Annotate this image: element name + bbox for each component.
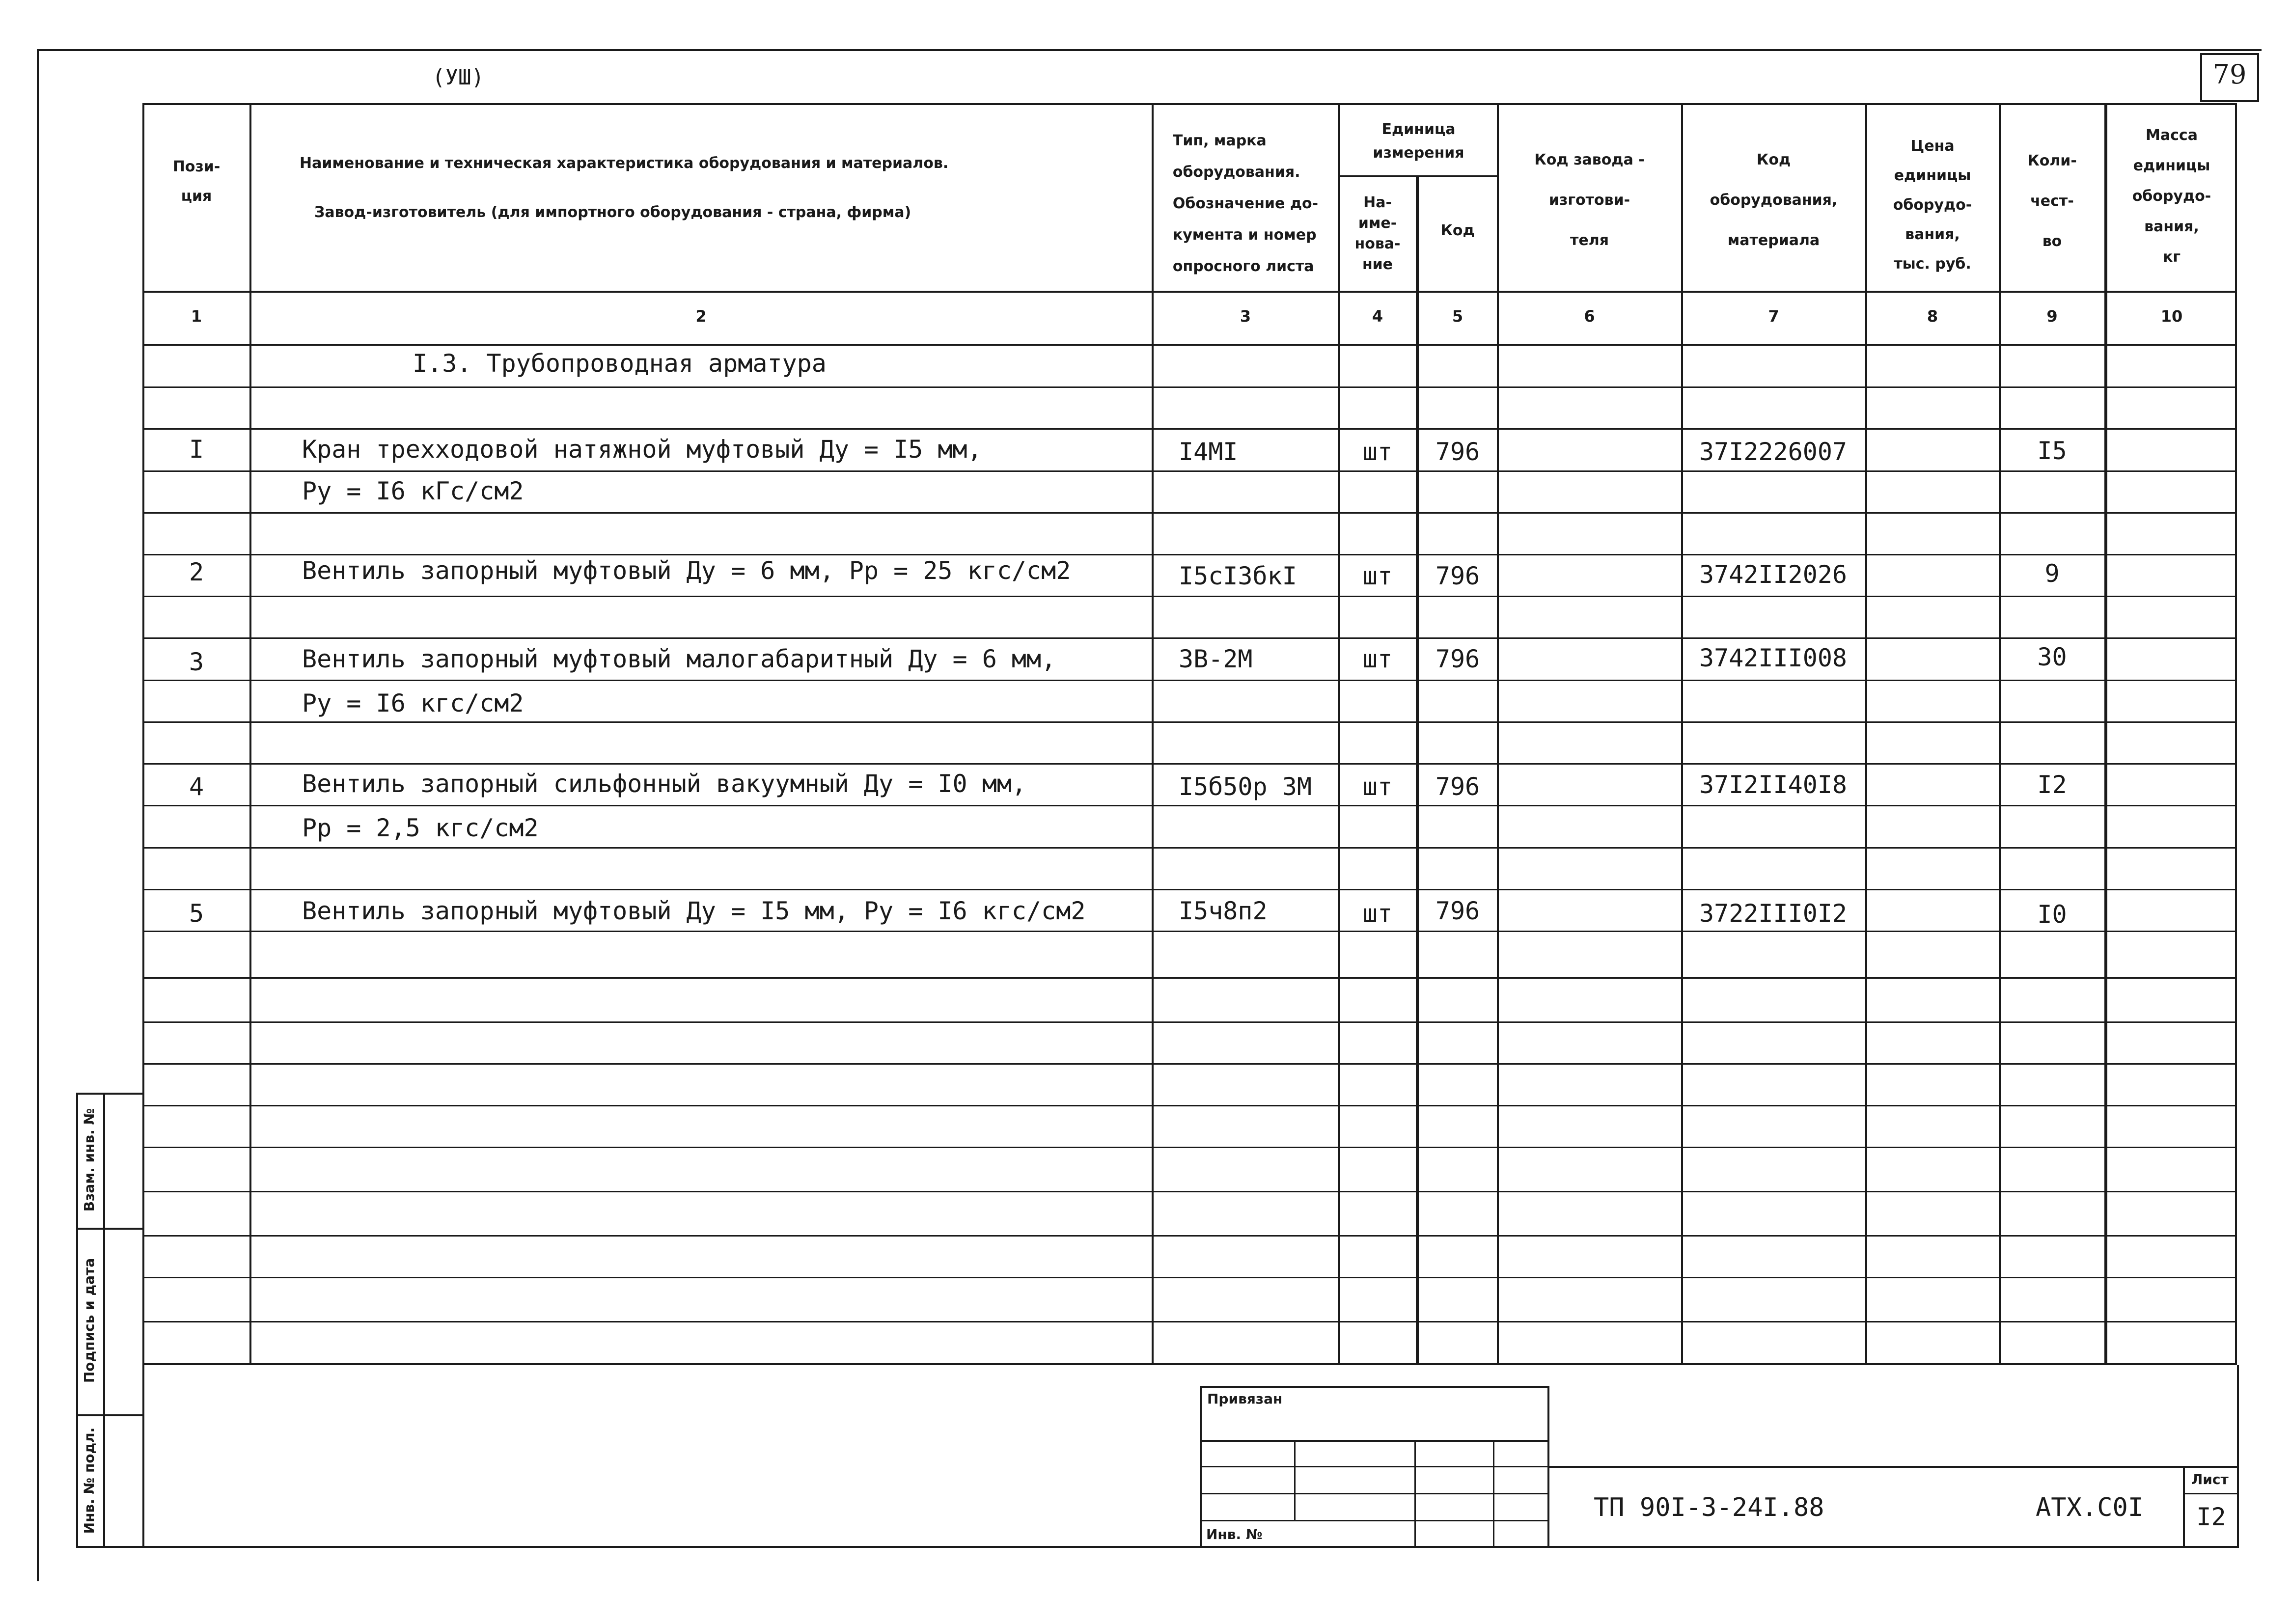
item-name: Вентиль запорный сильфонный вакуумный Ду = I0 мм, — [302, 770, 1027, 798]
side-label-signature: Подпись и дата — [81, 1258, 97, 1383]
col-number: 2 — [695, 307, 707, 326]
inv-label: Инв. № — [1206, 1526, 1263, 1542]
col-line-8 — [1999, 103, 2001, 1365]
row-line — [142, 977, 2237, 979]
col-line-4 — [1416, 175, 1419, 1365]
colnum-divider — [142, 344, 2237, 346]
item-type: I5б50р 3М — [1179, 772, 1312, 801]
sheet-number: I2 — [2196, 1503, 2226, 1531]
bound-row — [1200, 1493, 1549, 1494]
row-line — [142, 763, 2237, 765]
row-line — [142, 847, 2237, 849]
row-line — [142, 470, 2237, 472]
side-label-inventory: Инв. № подл. — [81, 1427, 97, 1534]
lower-frame-bottom — [76, 1546, 2239, 1548]
row-line — [142, 721, 2237, 723]
item-name: Вентиль запорный муфтовый малогабаритный Ду = 6 мм, — [302, 645, 1056, 673]
item-name: Кран трехходовой натяжной муфтовый Ду = I5 мм, — [302, 435, 982, 464]
item-unit: шт — [1362, 899, 1393, 928]
col-number: 6 — [1584, 307, 1595, 326]
bound-row — [1200, 1440, 1549, 1442]
item-name-cont: Ру = I6 кгс/см2 — [302, 689, 524, 717]
bound-col — [1493, 1440, 1494, 1548]
doc-block-top — [1549, 1466, 2237, 1468]
header-name-line2: Завод-изготовитель (для импортного оборудования - страна, фирма) — [314, 204, 911, 221]
col-line-2 — [1152, 103, 1154, 1365]
item-position: 2 — [189, 558, 204, 586]
section-title: I.3. Трубопроводная арматура — [413, 349, 827, 378]
roman-code: (УШ) — [432, 65, 484, 90]
item-qty: I0 — [2037, 900, 2067, 929]
doc-code: ТП 90I-3-24I.88 — [1594, 1493, 1824, 1522]
item-type: I5ч8п2 — [1179, 897, 1268, 925]
lower-frame-right — [2237, 1365, 2239, 1547]
item-unit-code: 796 — [1435, 772, 1480, 801]
bound-col — [1294, 1440, 1296, 1520]
item-code: 3722III0I2 — [1699, 899, 1848, 928]
item-name-cont: Рр = 2,5 кгс/см2 — [302, 814, 539, 842]
header-divider — [142, 291, 2237, 293]
header-unit-group: Единица измерения — [1373, 120, 1464, 162]
item-position: 5 — [189, 899, 204, 928]
row-line — [142, 637, 2237, 639]
row-line — [142, 512, 2237, 514]
header-name-line1: Наименование и техническая характеристика оборудования и материалов. — [300, 155, 949, 172]
row-line — [142, 1105, 2237, 1106]
header-position: Пози- ция — [172, 158, 221, 205]
item-name-cont: Ру = I6 кГс/см2 — [302, 477, 524, 505]
item-qty: I5 — [2037, 437, 2067, 465]
bound-row — [1200, 1466, 1549, 1467]
row-line — [142, 1147, 2237, 1148]
bound-label: Привязан — [1207, 1391, 1283, 1407]
header-quantity: Коли- чест- во — [2027, 152, 2077, 250]
col-line-3 — [1338, 103, 1340, 1365]
header-equipment-code: Код оборудования, материала — [1710, 151, 1838, 249]
item-position: I — [189, 435, 204, 464]
sheet-box-divider — [2183, 1493, 2237, 1494]
col-number: 8 — [1927, 307, 1938, 326]
header-unit-name: На- име- нова- ние — [1354, 193, 1401, 273]
header-factory-code: Код завода - изготови- теля — [1534, 151, 1645, 249]
row-line — [142, 680, 2237, 681]
item-unit-code: 796 — [1435, 645, 1480, 673]
row-line — [142, 1321, 2237, 1322]
col-number: 1 — [191, 307, 202, 326]
item-type: I5сI3бкI — [1179, 562, 1297, 590]
header-mass: Масса единицы оборудо- вания, кг — [2132, 127, 2211, 266]
item-name: Вентиль запорный муфтовый Ду = 6 мм, Рр = 25 кгс/см2 — [302, 556, 1071, 585]
col-number: 4 — [1372, 307, 1383, 326]
item-position: 3 — [189, 648, 204, 676]
header-type: Тип, марка оборудования. Обозначение до- кумента и номер опросного листа — [1172, 132, 1319, 275]
side-stamp-row — [76, 1228, 144, 1230]
page-number: 79 — [2212, 59, 2247, 90]
frame-top — [37, 49, 2262, 51]
item-unit: шт — [1362, 772, 1393, 801]
item-qty: 9 — [2044, 559, 2060, 588]
side-stamp-divider — [103, 1093, 105, 1548]
row-line — [142, 1235, 2237, 1237]
item-code: 3742II2026 — [1699, 560, 1848, 589]
col-line-5 — [1497, 103, 1499, 1365]
item-qty: I2 — [2037, 771, 2067, 799]
item-unit: шт — [1362, 645, 1393, 673]
col-number: 9 — [2046, 307, 2058, 326]
col-number: 7 — [1768, 307, 1779, 326]
row-line — [142, 1277, 2237, 1278]
row-line — [142, 554, 2237, 555]
row-line — [142, 931, 2237, 932]
bound-col — [1414, 1440, 1416, 1548]
bound-row — [1200, 1520, 1549, 1521]
item-qty: 30 — [2037, 643, 2067, 671]
row-line — [142, 1191, 2237, 1192]
col-line-9 — [2104, 103, 2107, 1365]
item-unit-code: 796 — [1435, 562, 1480, 590]
item-position: 4 — [189, 772, 204, 801]
item-unit: шт — [1362, 438, 1393, 466]
side-stamp-row — [76, 1414, 144, 1416]
item-unit-code: 796 — [1435, 438, 1480, 466]
frame-left — [37, 49, 39, 1581]
item-code: 37I2226007 — [1699, 438, 1848, 466]
item-unit-code: 796 — [1435, 897, 1480, 925]
header-price: Цена единицы оборудо- вания, тыс. руб. — [1893, 137, 1972, 273]
row-line — [142, 889, 2237, 890]
item-code: 37I2II40I8 — [1699, 771, 1848, 799]
sheet-box-left — [2183, 1466, 2185, 1547]
col-line-6 — [1681, 103, 1683, 1365]
header-unit-code: Код — [1440, 222, 1475, 239]
item-type: I4MI — [1179, 438, 1238, 466]
row-line — [142, 428, 2237, 430]
col-number: 10 — [2160, 307, 2183, 326]
col-number: 3 — [1240, 307, 1251, 326]
sheet-label: Лист — [2191, 1471, 2229, 1487]
row-line — [142, 1063, 2237, 1065]
col-number: 5 — [1452, 307, 1463, 326]
doc-mark: АТХ.С0I — [2036, 1493, 2144, 1522]
item-name: Вентиль запорный муфтовый Ду = I5 мм, Ру = I6 кгс/см2 — [302, 897, 1086, 925]
col-line-1 — [249, 103, 251, 1365]
col-line-7 — [1865, 103, 1867, 1365]
row-line — [142, 386, 2237, 388]
row-line — [142, 596, 2237, 597]
row-line — [142, 1021, 2237, 1023]
side-label-replace: Взам. инв. № — [81, 1108, 97, 1212]
item-type: 3В-2М — [1179, 645, 1253, 673]
row-line — [142, 805, 2237, 806]
item-unit: шт — [1362, 562, 1393, 590]
item-code: 3742III008 — [1699, 644, 1848, 672]
